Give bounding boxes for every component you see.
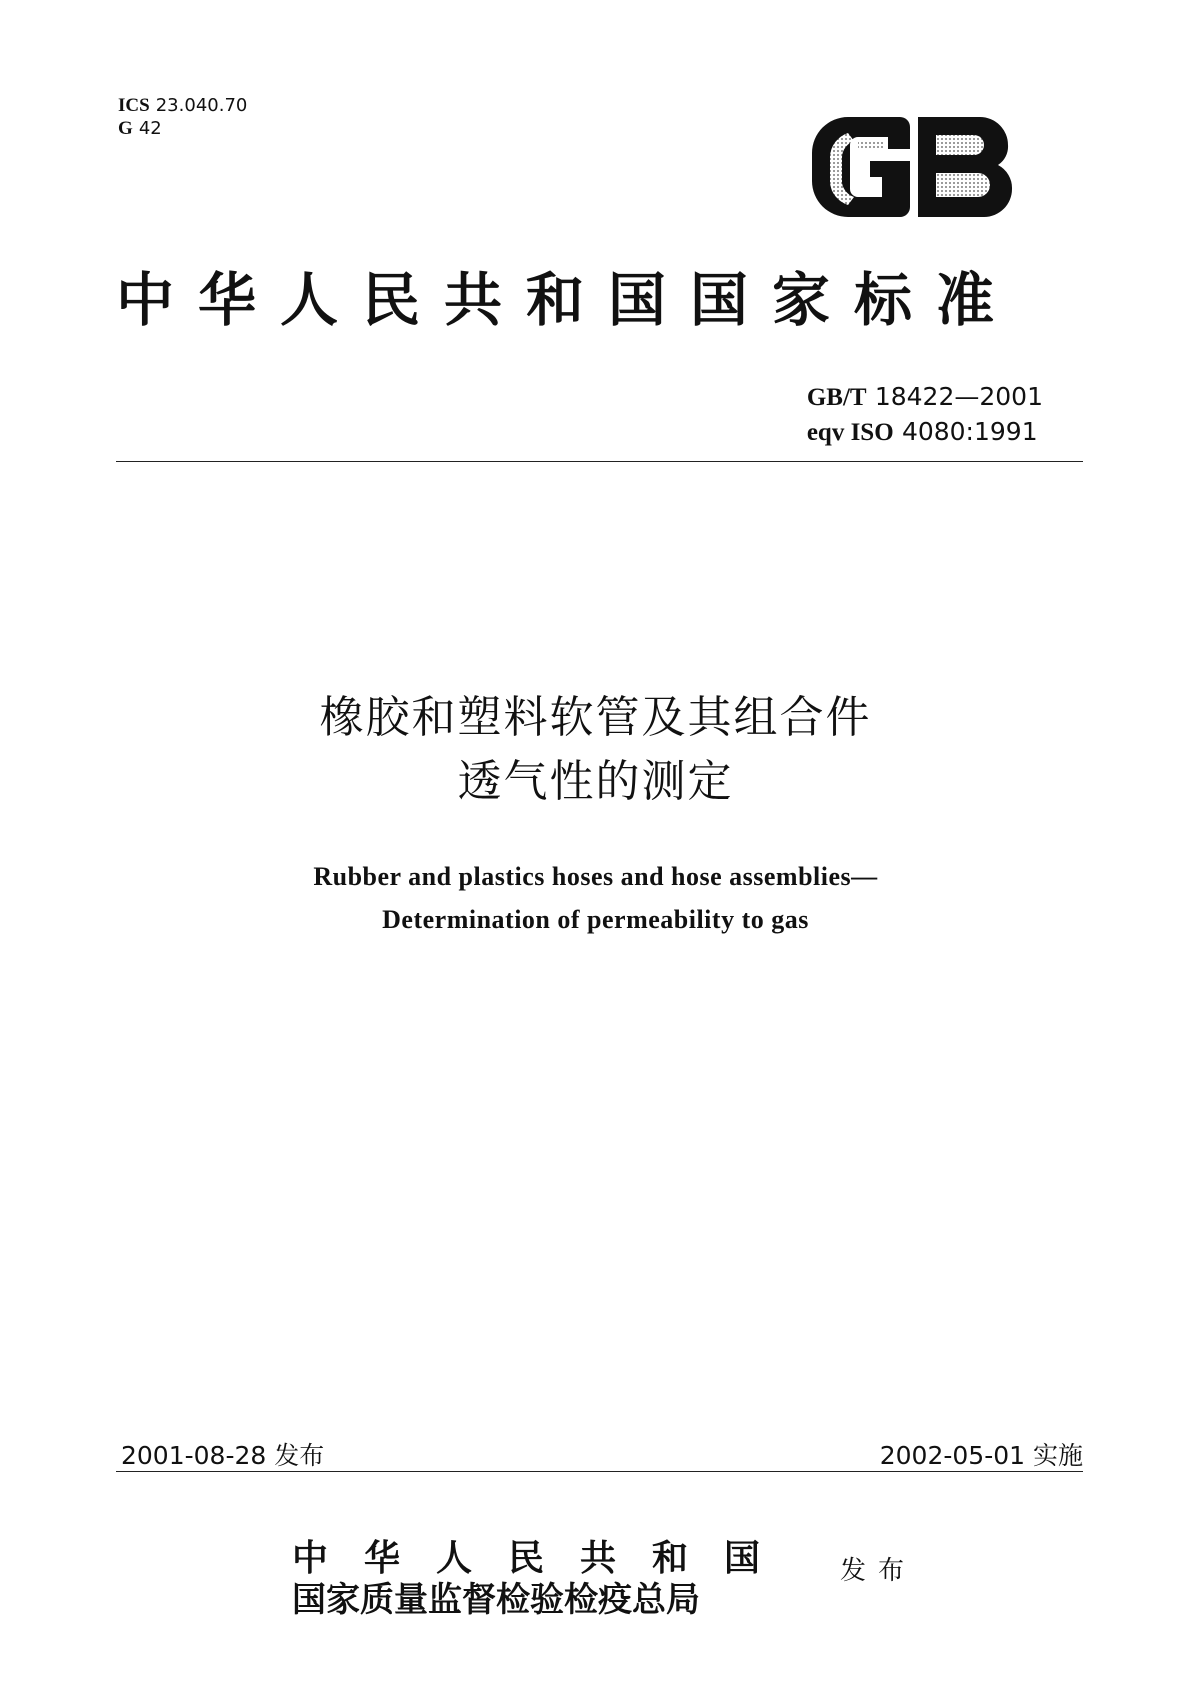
ics-code: 23.040.70 (155, 95, 248, 116)
issue-date: 2001-08-28 发布 (121, 1441, 325, 1470)
standard-prefix: GB/T (806, 384, 867, 411)
chinese-title-line2: 透气性的测定 (457, 756, 734, 807)
equivalence-prefix: eqv ISO (806, 419, 894, 446)
standard-number: 18422—2001 (874, 382, 1043, 411)
equivalence-line (807, 415, 1043, 450)
equivalence-number: 4080:1991 (901, 417, 1038, 446)
standard-number-line (807, 380, 1043, 415)
implementation-date: 2002-05-01 实施 (879, 1441, 1083, 1470)
gb-logo (808, 113, 1016, 221)
ics-line (118, 94, 247, 117)
publisher-line2: 国家质量监督检验检疫总局 (292, 1580, 700, 1620)
english-title-line2: Determination of permeability to gas (382, 905, 809, 934)
class-label: G (118, 118, 133, 139)
chinese-title-line1: 橡胶和塑料软管及其组合件 (319, 692, 872, 743)
standard-number-block (807, 380, 1043, 450)
top-divider (116, 461, 1083, 462)
class-code: 42 (138, 118, 162, 139)
classification-line (118, 117, 247, 140)
ics-label: ICS (118, 95, 150, 116)
bottom-divider (116, 1471, 1083, 1472)
national-standard-title: 中华人民共和国国家标准 (116, 266, 1019, 334)
english-title-line1: Rubber and plastics hoses and hose assemblies— (313, 862, 878, 891)
publisher-line1: 中华人民共和国 (292, 1537, 797, 1579)
publish-action: 发布 (840, 1556, 917, 1586)
ics-block (118, 94, 247, 140)
